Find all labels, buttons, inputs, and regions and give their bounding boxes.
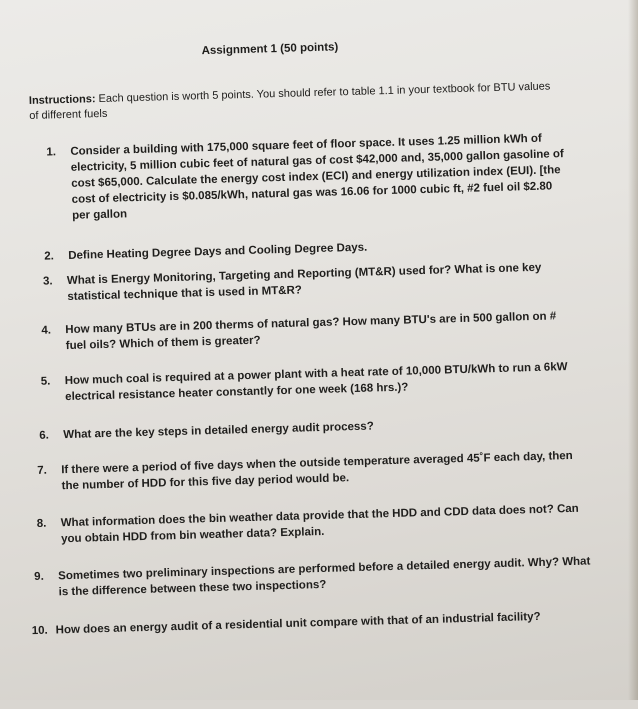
question-5 xyxy=(41,359,580,406)
question-text: Define Heating Degree Days and Cooling Degree Days. xyxy=(68,241,368,262)
question-9 xyxy=(34,553,595,601)
question-text: How much coal is required at a power plant with a heat rate of 10,000 BTU/kWh to run a 6kW electrical resistance heater constantly for one week (168 hrs.)? xyxy=(64,361,568,404)
question-number: 4. xyxy=(41,324,52,337)
question-10 xyxy=(32,609,552,640)
question-text: What information does the bin weather data provide that the HDD and CDD data does not? Can you obtain HDD from bin weather data? Explain. xyxy=(60,502,579,546)
question-number: 3. xyxy=(42,275,53,288)
question-text: Sometimes two preliminary inspections are performed before a detailed energy audit. Why? What is the difference between these two inspections? xyxy=(58,555,591,599)
question-2 xyxy=(44,234,569,265)
question-text: If there were a period of five days when the outside temperature averaged 45˚F each day, then the number of HDD for this five day period would be. xyxy=(61,449,573,493)
question-8 xyxy=(37,500,593,547)
question-6 xyxy=(39,413,579,444)
instructions-paragraph xyxy=(29,79,560,124)
question-number: 10. xyxy=(31,624,48,638)
question-4 xyxy=(41,308,577,355)
question-number: 7. xyxy=(37,464,48,477)
question-3 xyxy=(43,259,574,306)
question-number: 6. xyxy=(39,429,50,442)
question-text: How does an energy audit of a residential unit compare with that of an industrial facility? xyxy=(55,610,541,637)
question-text: What is Energy Monitoring, Targeting and Reporting (MT&R) used for? What is one key statistical technique that is used in MT&R? xyxy=(66,261,542,304)
question-number: 2. xyxy=(44,250,55,263)
instructions-lead: Instructions: xyxy=(28,93,96,107)
question-1 xyxy=(46,130,568,224)
document-title: Assignment 1 (50 points) xyxy=(201,41,339,58)
question-text: Consider a building with 175,000 square feet of floor space. It uses 1.25 million kWh of electricity, 5 million cubic feet of natural gas of cost $42,000 and, 35,000 gallon gasoline of cost $65,000. Calculate the energy cost index (ECI) and energy utilization index (EUI). [the cost of electricity is $0.085/kWh, natural gas was 16.06 for 1000 cubic ft, #2 fuel oil $2.80 per gallon xyxy=(70,132,564,222)
question-text: How many BTUs are in 200 therms of natural gas? How many BTU's are in 500 gallon on # fuel oils? Which of them is greater? xyxy=(65,310,557,353)
question-number: 9. xyxy=(34,570,44,584)
question-7 xyxy=(37,448,586,495)
question-number: 1. xyxy=(46,146,57,159)
question-number: 5. xyxy=(40,375,51,388)
question-text: What are the key steps in detailed energy audit process? xyxy=(63,420,374,442)
instructions-body: Each question is worth 5 points. You should refer to table 1.1 in your textbook for BTU values of different fuels xyxy=(29,80,551,122)
question-number: 8. xyxy=(36,517,47,530)
